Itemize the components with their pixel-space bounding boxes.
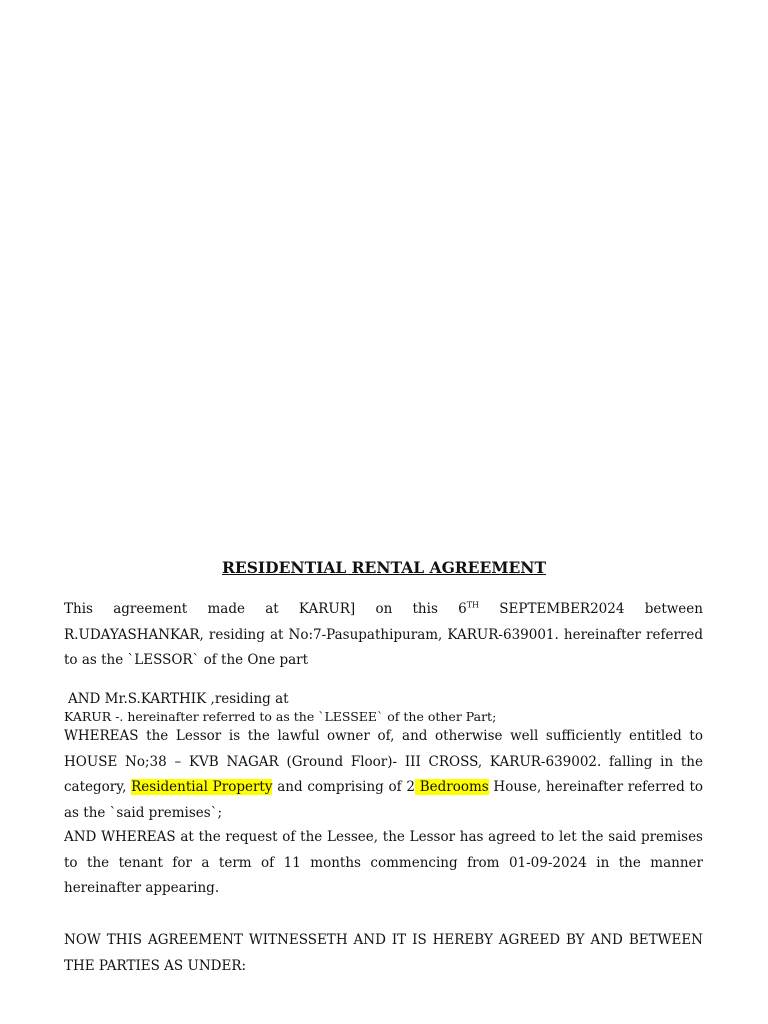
lessee-line-1: AND Mr.S.KARTHIK ,residing at <box>68 691 289 707</box>
whereas-text-mid: and comprising of 2 <box>272 779 415 795</box>
whereas-text-end: House, hereinafter referred to as the `said premises`; <box>64 779 703 821</box>
intro-text-end: SEPTEMBER2024 between R.UDAYASHANKAR, residing at No:7-Pasupathipuram, KARUR-639001. hereinafter referred to as the `LESSOR` of the One part <box>64 601 703 668</box>
highlight-residential-property: Residential Property <box>131 779 273 795</box>
lessee-paragraph <box>64 691 703 725</box>
intro-paragraph <box>64 597 703 674</box>
highlight-bedrooms: Bedrooms <box>414 779 489 795</box>
whereas-paragraph <box>64 724 703 826</box>
intro-text-start: This agreement made at KARUR] on this 6 <box>64 601 467 617</box>
and-whereas-paragraph: AND WHEREAS at the request of the Lessee, the Lessor has agreed to let the said premises to the tenant for a term of 11 months commencing from 01-09-2024 in the manner hereinafter appearing. <box>64 829 703 896</box>
date-ordinal-suffix: TH <box>466 600 480 610</box>
witnesseth-paragraph: NOW THIS AGREEMENT WITNESSETH AND IT IS HEREBY AGREED BY AND BETWEEN THE PARTIES AS UNDER: <box>64 932 703 974</box>
agreement-title: RESIDENTIAL RENTAL AGREEMENT <box>222 558 546 577</box>
lessee-line-2: KARUR -. hereinafter referred to as the `LESSEE` of the other Part; <box>64 709 497 724</box>
whereas-text-start: WHEREAS the Lessor is the lawful owner of, and otherwise well sufficiently entitled to HOUSE No;38 – KVB NAGAR (Ground Floor)- III CROSS, KARUR-639002. falling in the category, <box>64 728 703 795</box>
